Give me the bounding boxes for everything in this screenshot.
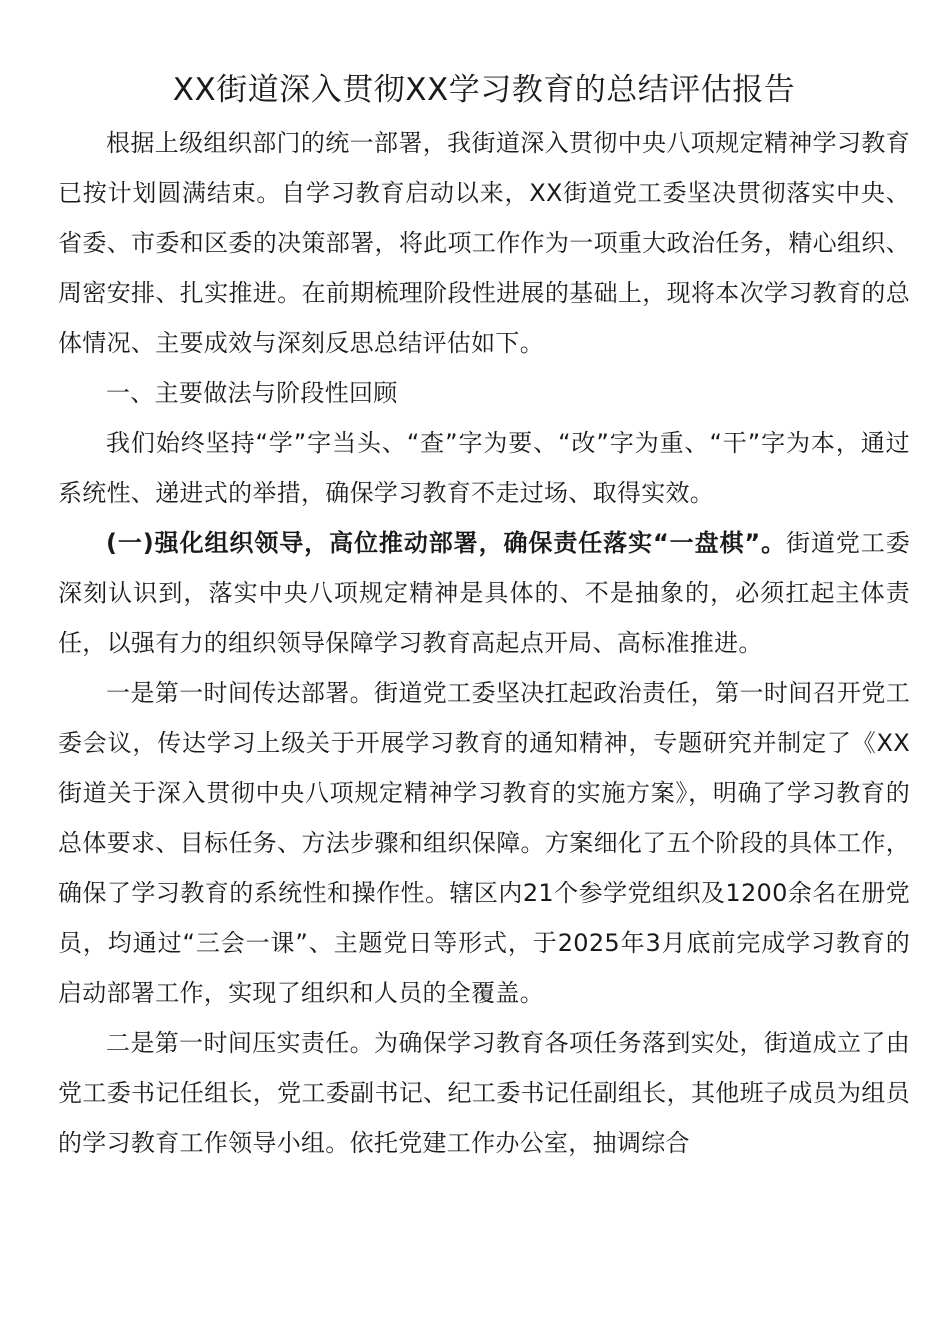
subsection-1-body: 街道党工委深刻认识到，落实中央八项规定精神是具体的、不是抽象的，必须扛起主体责任，以强有力的组织领导保障学习教育高起点开局、高标准推进。 <box>58 529 911 657</box>
paragraph-subsection-1 <box>58 518 910 668</box>
document-page <box>58 62 910 1168</box>
section-heading-1: 一、主要做法与阶段性回顾 <box>106 379 398 407</box>
document-title: XX街道深入贯彻XX学习教育的总结评估报告 <box>172 72 796 108</box>
paragraph-point-1: 一是第一时间传达部署。街道党工委坚决扛起政治责任，第一时间召开党工委会议，传达学习上级关于开展学习教育的通知精神，专题研究并制定了《XX街道关于深入贯彻中央八项规定精神学习教育的实施方案》，明确了学习教育的总体要求、目标任务、方法步骤和组织保障。方案细化了五个阶段的具体工作，确保了学习教育的系统性和操作性。辖区内21个参学党组织及1200余名在册党员，均通过“三会一课”、主题党日等形式，于2025年3月底前完成学习教育的启动部署工作，实现了组织和人员的全覆盖。 <box>58 679 910 1007</box>
paragraph-intro: 根据上级组织部门的统一部署，我街道深入贯彻中央八项规定精神学习教育已按计划圆满结束。自学习教育启动以来，XX街道党工委坚决贯彻落实中央、省委、市委和区委的决策部署，将此项工作作为一项重大政治任务，精心组织、周密安排、扎实推进。在前期梳理阶段性进展的基础上，现将本次学习教育的总体情况、主要成效与深刻反思总结评估如下。 <box>58 129 910 357</box>
subsection-heading-1: (一)强化组织领导，高位推动部署，确保责任落实“一盘棋”。 <box>106 529 787 557</box>
paragraph-principles: 我们始终坚持“学”字当头、“查”字为要、“改”字为重、“干”字为本，通过系统性、递进式的举措，确保学习教育不走过场、取得实效。 <box>58 429 910 507</box>
paragraph-point-2: 二是第一时间压实责任。为确保学习教育各项任务落到实处，街道成立了由党工委书记任组长，党工委副书记、纪工委书记任副组长，其他班子成员为组员的学习教育工作领导小组。依托党建工作办公室，抽调综合 <box>58 1029 910 1157</box>
